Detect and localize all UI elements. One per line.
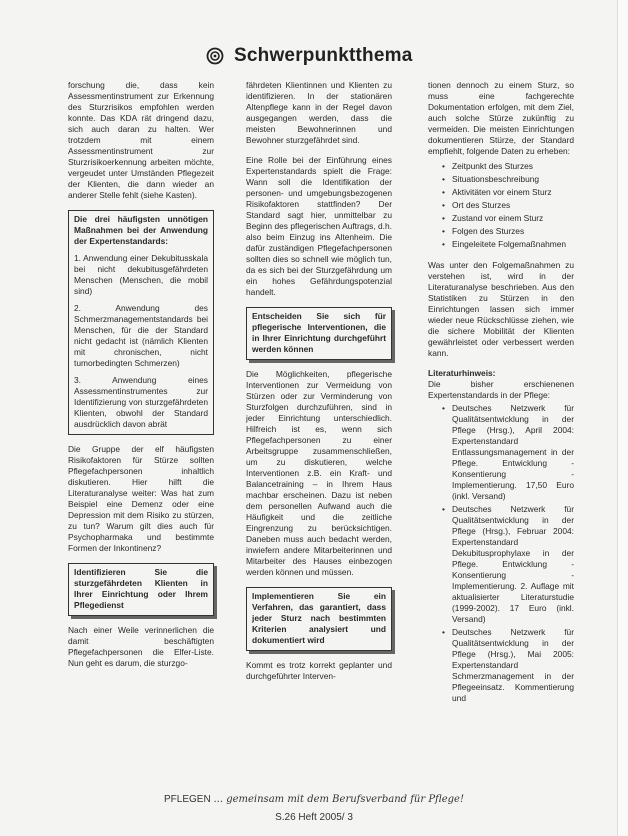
paragraph: Nach einer Weile verinnerlichen die damit beschäftigten Pflegefachpersonen die Elfer-Liste. Nun geht es darum, die sturzgo- xyxy=(68,625,214,668)
step-heading-box: Identifizieren Sie die sturzgefährdeten Klienten in Ihrer Einrichtung oder Ihrem Pflegedienst xyxy=(68,563,214,616)
paragraph: tionen dennoch zu einem Sturz, so muss eine fachgerechte Dokumentation erfolgen, mit dem Ziel, auch solche Stürze zukünftig zu vermeiden. Die meisten Einrichtungen dokumentieren Stürze, der Standard empfiehlt, folgende Daten zu erheben: xyxy=(428,80,574,156)
page-edge xyxy=(617,0,628,836)
list-item: • Eingeleitete Folgemaßnahmen xyxy=(442,239,574,250)
journal-tagline: ... gemeinsam mit dem Berufsverband für Pflege! xyxy=(213,794,464,805)
column-2 xyxy=(246,80,392,691)
journal-name: PFLEGEN xyxy=(164,794,211,805)
literature-item: • Deutsches Netzwerk für Qualitätsentwicklung in der Pflege (Hrsg.), April 2004: Expertenstandard Entlassungsmanagement in der Pflege. Entwicklung - Konsentierung - Implementierung. 17,50 Euro (inkl. Versand) xyxy=(442,403,574,502)
list-item: • Situationsbeschreibung xyxy=(442,174,574,185)
list-item: • Zeitpunkt des Sturzes xyxy=(442,161,574,172)
data-list xyxy=(428,161,574,250)
list-item: • Zustand vor einem Sturz xyxy=(442,213,574,224)
info-box xyxy=(68,210,214,435)
column-3 xyxy=(428,80,574,714)
list-item: • Folgen des Sturzes xyxy=(442,226,574,237)
info-box-title: Die drei häufigsten unnötigen Maßnahmen bei der Anwendung der Expertenstandards: xyxy=(74,214,208,246)
list-item: • Ort des Sturzes xyxy=(442,200,574,211)
target-icon xyxy=(206,47,224,65)
literature-item: • Deutsches Netzwerk für Qualitätsentwicklung in der Pflege (Hrsg.), Mai 2005: Expertenstandard Schmerzmanagement in der Pflegeeinsatz. Kommentierung und xyxy=(442,627,574,704)
step-heading-box: Entscheiden Sie sich für pflegerische Interventionen, die in Ihrer Einrichtung durchgeführt werden können xyxy=(246,307,392,360)
literature-heading: Literaturhinweis: xyxy=(428,368,496,378)
footer-tagline xyxy=(0,794,628,805)
list-item: • Aktivitäten vor einem Sturz xyxy=(442,187,574,198)
info-box-item: 1. Anwendung einer Dekubitusskala bei nicht dekubitusgefährdeten Menschen (Menschen, die mobil sind) xyxy=(74,253,208,296)
paragraph: Die Möglichkeiten, pflegerische Interventionen zur Vermeidung von Stürzen oder zur Verminderung von Sturzfolgen durchzuführen, sind in jeder Einrichtung unterschiedlich. Hilfreich ist es, wenn sich Pflegefachpersonen zu einer Arbeitsgruppe zusammenschließen, um zu diskutieren, welche Interventionen z.B. ein Kraft- und Balancetraining – in Ihrem Haus machbar erscheinen. Dazu ist neben dem personellen Aufwand auch die Häufigkeit und die zeitliche Eingrenzung zu berücksichtigen. Daneben muss auch bedacht werden, inwiefern andere Mitarbeiterinnen und Mitarbeiter des Hauses einbezogen werden können und müssen. xyxy=(246,369,392,577)
paragraph: Die Gruppe der elf häufigsten Risikofaktoren für Stürze sollten Pflegefachpersonen inhaltlich diskutieren. Hier hilft die Literaturanalyse weiter: Was hat zum Beispiel eine Demenz oder eine Depression mit dem Risiko zu stürzen, zu tun? Warum gilt dies auch für Psychopharmaka und bestimmte Formen der Inkontinenz? xyxy=(68,444,214,553)
paragraph: fährdeten Klientinnen und Klienten zu identifizieren. In der stationären Altenpflege kann in der Regel davon ausgegangen werden, dass die meisten Bewohnerinnen und Bewohner sturzgefährdet sind. xyxy=(246,80,392,145)
paragraph: Kommt es trotz korrekt geplanter und durchgeführter Interven- xyxy=(246,660,392,681)
section-header xyxy=(206,44,412,68)
section-title: Schwerpunktthema xyxy=(234,45,413,66)
paragraph: forschung die, dass kein Assessmentinstrument zur Erkennung des Sturzrisikos empfohlen werden konnte. Das KDA rät dringend dazu, sich auch daran zu halten. Wer trotzdem mit einem Assessmentinstrument zur Sturzrisikoerkennung arbeiten möchte, vergeudet unter Umständen Pflegezeit der Klienten, die dann wieder an anderer Stelle fehlt (siehe Kasten). xyxy=(68,80,214,200)
step-heading-box: Implementieren Sie ein Verfahren, das garantiert, dass jeder Sturz nach bestimmten Kriterien analysiert und dokumentiert wird xyxy=(246,587,392,651)
literature-intro: Die bisher erschienenen Expertenstandards in der Pflege: xyxy=(428,379,574,400)
paragraph: Eine Rolle bei der Einführung eines Expertenstandards spielt die Frage: Wann soll die Identifikation der personen- und umgebungsbezogenen Risikofaktoren stattfinden? Der Standard sagt hier, unmittelbar zu Beginn des pflegerischen Auftrags, d.h. also beim Einzug ins Altenheim. Die dafür zuständigen Pflegefachpersonen sollten dies so schnell wie möglich tun, da es sich bei der Sturzgefährdung um ein hohes Gefährdungspotenzial handelt. xyxy=(246,155,392,297)
page-number: S.26 Heft 2005/ 3 xyxy=(275,812,353,823)
info-box-item: 2. Anwendung des Schmerzmanagementstandards bei Menschen, für die der Standard nicht gedacht ist (nämlich Klienten mit chronischen, nicht tumorbedingten Schmerzen) xyxy=(74,303,208,368)
literature-list xyxy=(428,403,574,704)
paragraph: Was unter den Folgemaßnahmen zu verstehen ist, wird in der Literaturanalyse beschrieben. Aus den Statistiken zu Stürzen in den Einrichtungen lassen sich immer wieder neue Rückschlüsse ziehen, wie die sichere Mobilität der Klienten gewährleistet oder verbessert werden kann. xyxy=(428,260,574,358)
column-1 xyxy=(68,80,214,678)
info-box-item: 3. Anwendung eines Assessmentinstrumentes zur Identifizierung von sturzgefährdeten Klienten, obwohl der Standard ausdrücklich davon abrät xyxy=(74,375,208,429)
literature-item: • Deutsches Netzwerk für Qualitätsentwicklung in der Pflege (Hrsg.), Februar 2004: Expertenstandard Dekubitusprophylaxe in der Pflege. Entwicklung - Konsentierung - Implementierung. 2. Auflage mit aktualisierter Literaturstudie (1999-2002). 17 Euro (inkl. Versand) xyxy=(442,504,574,625)
